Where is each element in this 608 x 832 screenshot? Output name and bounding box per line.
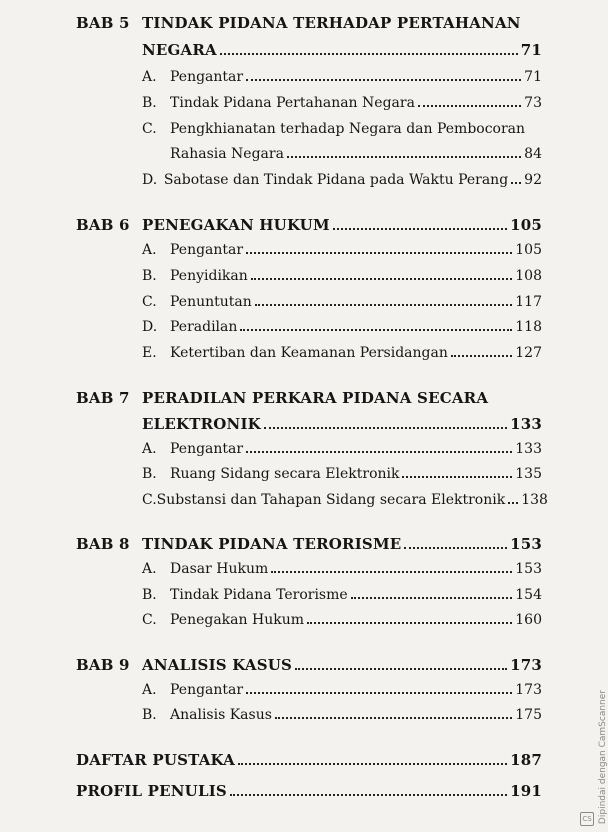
entry-letter: A. <box>142 561 157 577</box>
entry-text: Peradilan <box>170 319 238 335</box>
chapter-title: ANALISIS KASUS <box>142 656 293 674</box>
entry-text: Pengantar <box>170 242 244 258</box>
page-number: 138 <box>521 492 548 508</box>
page-number: 153 <box>510 535 542 553</box>
toc-entry <box>142 242 542 258</box>
entry-letter: B. <box>142 466 157 482</box>
leader-dots <box>404 547 507 549</box>
page-number: 127 <box>515 345 542 361</box>
camscanner-logo-icon: CS <box>580 812 594 826</box>
page-number: 84 <box>524 146 542 162</box>
page-number: 191 <box>510 782 542 800</box>
leader-dots <box>402 476 512 478</box>
chapter-7-heading <box>76 389 546 407</box>
entry-letter: A. <box>142 69 157 85</box>
scanner-watermark: Dipindai dengan CamScanner <box>598 690 608 825</box>
chapter-6-heading <box>76 216 542 234</box>
chapter-number: BAB 9 <box>76 656 130 674</box>
chapter-title: TINDAK PIDANA TERHADAP PERTAHANAN <box>142 14 521 32</box>
page-number: 153 <box>515 561 542 577</box>
toc-entry <box>142 294 542 310</box>
leader-dots <box>511 182 521 184</box>
chapter-title-line2: ELEKTRONIK <box>142 415 261 433</box>
chapter-title: PERADILAN PERKARA PIDANA SECARA <box>142 389 489 407</box>
page-number: 175 <box>515 707 542 723</box>
entry-text: Penyidikan <box>170 268 248 284</box>
entry-text: Penuntutan <box>170 294 252 310</box>
page-number: 160 <box>515 612 542 628</box>
chapter-8-heading <box>76 535 542 553</box>
page-number: 173 <box>510 656 542 674</box>
entry-letter: D. <box>142 319 158 335</box>
leader-dots <box>307 622 512 624</box>
entry-text: Tindak Pidana Terorisme <box>170 587 348 603</box>
entry-text: Penegakan Hukum <box>170 612 304 628</box>
entry-letter: C. <box>142 294 157 310</box>
entry-text: Tindak Pidana Pertahanan Negara <box>170 95 415 111</box>
page-number: 71 <box>524 69 542 85</box>
entry-letter: A. <box>142 242 157 258</box>
page-number: 92 <box>524 172 542 188</box>
section-title: PROFIL PENULIS <box>76 782 227 800</box>
chapter-5-heading <box>76 14 546 32</box>
page-number: 154 <box>515 587 542 603</box>
author-profile-heading <box>76 782 542 800</box>
page-number: 105 <box>515 242 542 258</box>
toc-entry <box>142 466 542 482</box>
entry-text: Pengantar <box>170 441 244 457</box>
toc-entry <box>142 121 542 137</box>
leader-dots <box>508 502 518 504</box>
toc-entry <box>142 612 542 628</box>
leader-dots <box>287 156 521 158</box>
chapter-5-title-continued <box>142 41 542 59</box>
leader-dots <box>246 692 512 694</box>
page-number: 173 <box>515 682 542 698</box>
page-number: 73 <box>524 95 542 111</box>
chapter-7-title-continued <box>142 415 542 433</box>
leader-dots <box>251 278 513 280</box>
page-number: 187 <box>510 751 542 769</box>
leader-dots <box>271 571 512 573</box>
toc-entry-continued <box>170 146 542 162</box>
page-number: 108 <box>515 268 542 284</box>
chapter-9-heading <box>76 656 542 674</box>
entry-letter: B. <box>142 95 157 111</box>
toc-entry <box>142 172 542 188</box>
leader-dots <box>246 252 512 254</box>
toc-entry <box>142 441 542 457</box>
entry-text: Pengkhianatan terhadap Negara dan Pembocoran <box>170 121 526 137</box>
entry-letter: D. <box>142 172 158 188</box>
chapter-number: BAB 6 <box>76 216 130 234</box>
chapter-number: BAB 8 <box>76 535 130 553</box>
toc-entry <box>142 69 542 85</box>
leader-dots <box>246 451 512 453</box>
chapter-title-line2: NEGARA <box>142 41 217 59</box>
entry-letter: B. <box>142 268 157 284</box>
chapter-number: BAB 5 <box>76 14 130 32</box>
entry-text: Substansi dan Tahapan Sidang secara Elektronik <box>156 492 506 508</box>
section-title: DAFTAR PUSTAKA <box>76 751 236 769</box>
entry-text: Analisis Kasus <box>170 707 272 723</box>
leader-dots <box>295 668 507 670</box>
chapter-title: TINDAK PIDANA TERORISME <box>142 535 402 553</box>
page-number: 133 <box>510 415 542 433</box>
toc-entry <box>142 492 548 508</box>
leader-dots <box>246 79 521 81</box>
toc-entry <box>142 345 542 361</box>
toc-entry <box>142 682 542 698</box>
page-number: 117 <box>515 294 542 310</box>
entry-text: Pengantar <box>170 682 244 698</box>
leader-dots <box>238 763 507 765</box>
toc-entry <box>142 319 542 335</box>
leader-dots <box>333 228 507 230</box>
toc-entry <box>142 268 542 284</box>
page-number: 118 <box>515 319 542 335</box>
leader-dots <box>230 794 507 796</box>
page-number: 133 <box>515 441 542 457</box>
leader-dots <box>451 355 512 357</box>
entry-letter: A. <box>142 441 157 457</box>
leader-dots <box>220 53 518 55</box>
entry-letter: C. <box>142 492 157 508</box>
page-number: 71 <box>520 41 542 59</box>
chapter-number: BAB 7 <box>76 389 130 407</box>
entry-letter: C. <box>142 612 157 628</box>
toc-entry <box>142 707 542 723</box>
entry-letter: C. <box>142 121 157 137</box>
page-number: 135 <box>515 466 542 482</box>
entry-text: Ketertiban dan Keamanan Persidangan <box>170 345 448 361</box>
page-number: 105 <box>510 216 542 234</box>
leader-dots <box>240 329 512 331</box>
entry-text: Ruang Sidang secara Elektronik <box>170 466 400 482</box>
leader-dots <box>418 105 521 107</box>
leader-dots <box>351 597 513 599</box>
entry-text: Dasar Hukum <box>170 561 269 577</box>
toc-entry <box>142 587 542 603</box>
entry-letter: E. <box>142 345 157 361</box>
bibliography-heading <box>76 751 542 769</box>
toc-entry <box>142 561 542 577</box>
chapter-title: PENEGAKAN HUKUM <box>142 216 330 234</box>
entry-text: Pengantar <box>170 69 244 85</box>
leader-dots <box>275 717 512 719</box>
entry-text-line2: Rahasia Negara <box>170 146 284 162</box>
entry-letter: B. <box>142 587 157 603</box>
entry-letter: A. <box>142 682 157 698</box>
leader-dots <box>264 427 507 429</box>
entry-text: Sabotase dan Tindak Pidana pada Waktu Perang <box>163 172 509 188</box>
leader-dots <box>255 304 513 306</box>
entry-letter: B. <box>142 707 157 723</box>
toc-entry <box>142 95 542 111</box>
